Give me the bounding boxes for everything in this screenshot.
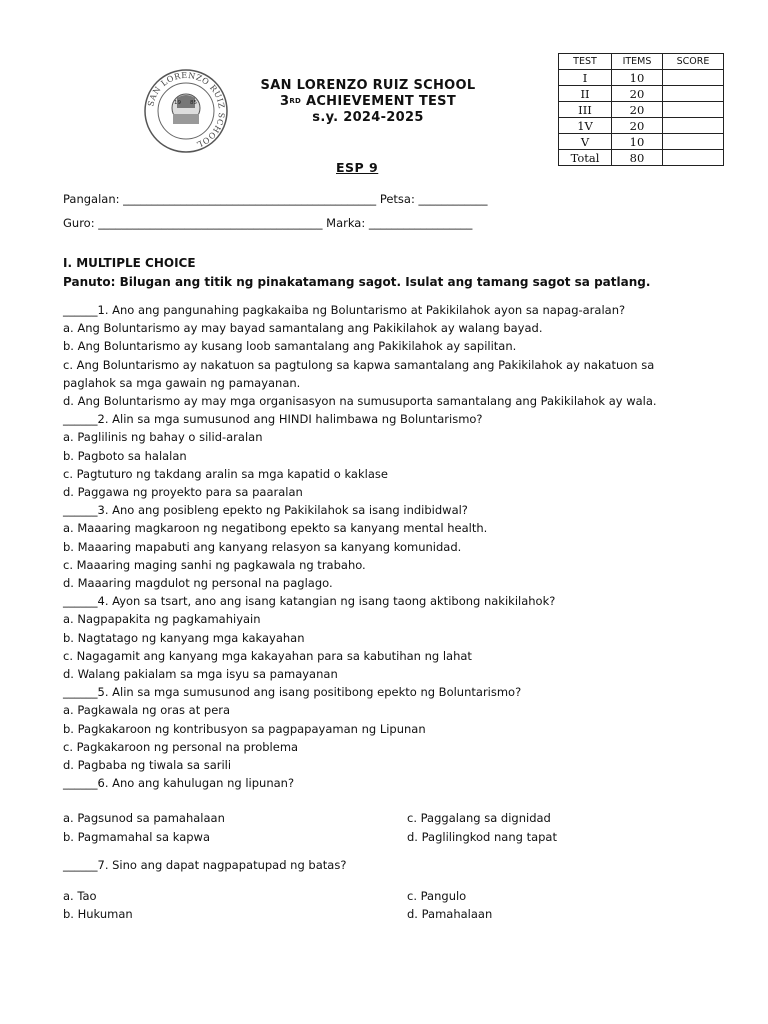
q6-option-d: d. Paglilingkod nang tapat — [407, 830, 557, 844]
option-line: a. Paglilinis ng bahay o silid-aralan — [63, 430, 263, 445]
option-line: d. Paggawa ng proyekto para sa paaralan — [63, 485, 303, 500]
items-cell: 10 — [612, 70, 663, 86]
test-name: ACHIEVEMENT TEST — [305, 94, 456, 109]
items-cell: 20 — [612, 86, 663, 102]
option-line: b. Ang Boluntarismo ay kusang loob samantalang ang Pakikilahok ay sapilitan. — [63, 339, 517, 354]
header-score: SCORE — [663, 54, 724, 70]
question-line: ______2. Alin sa mga sumusunod ang HINDI halimbawa ng Boluntarismo? — [63, 412, 483, 427]
score-cell[interactable] — [663, 102, 724, 118]
option-line: a. Maaaring magkaroon ng negatibong epekto sa kanyang mental health. — [63, 521, 488, 536]
school-name: SAN LORENZO RUIZ SCHOOL — [260, 78, 476, 93]
option-line: c. Nagagamit ang kanyang mga kakayahan para sa kabutihan ng lahat — [63, 648, 472, 663]
option-line: a. Pagkawala ng oras at pera — [63, 703, 231, 718]
test-cell: III — [559, 102, 612, 118]
test-number: 3 — [279, 94, 290, 109]
score-cell[interactable] — [663, 150, 724, 166]
question-line: ______6. Ano ang kahulugan ng lipunan? — [63, 776, 295, 791]
score-cell[interactable] — [663, 134, 724, 150]
q6-option-a: a. Pagsunod sa pamahalaan — [63, 811, 225, 825]
q7-option-c: c. Pangulo — [407, 889, 467, 903]
table-row — [559, 150, 724, 166]
q7-question: ______7. Sino ang dapat nagpapatupad ng batas? — [63, 858, 347, 872]
score-cell[interactable] — [663, 70, 724, 86]
question-line: ______5. Alin sa mga sumusunod ang isang positibong epekto ng Boluntarismo? — [63, 685, 522, 700]
option-line: c. Pagtuturo ng takdang aralin sa mga kapatid o kaklase — [63, 466, 388, 481]
teacher-grade-field[interactable]: Guro: _______________________________________ Marka: __________________ — [63, 216, 473, 230]
score-cell[interactable] — [663, 118, 724, 134]
items-cell: 20 — [612, 102, 663, 118]
test-cell: 1V — [559, 118, 612, 134]
option-line: d. Walang pakialam sa mga isyu sa pamayanan — [63, 667, 338, 682]
q7-option-b: b. Hukuman — [63, 907, 133, 921]
table-row — [559, 118, 724, 134]
question-line: ______4. Ayon sa tsart, ano ang isang katangian ng isang taong aktibong nakikilahok? — [63, 594, 556, 609]
questions-block — [0, 301, 657, 792]
header-test: TEST — [559, 54, 612, 70]
table-row — [559, 134, 724, 150]
option-line: b. Pagkakaroon ng kontribusyon sa pagpapayaman ng Lipunan — [63, 721, 426, 736]
table-row — [559, 70, 724, 86]
option-line: c. Maaaring maging sanhi ng pagkawala ng trabaho. — [63, 557, 366, 572]
school-seal-logo — [143, 68, 229, 154]
option-line: a. Nagpapakita ng pagkamahiyain — [63, 612, 261, 627]
test-title — [228, 94, 508, 110]
items-cell: 10 — [612, 134, 663, 150]
option-line: paglahok sa mga gawain ng pamayanan. — [63, 375, 301, 390]
question-line: ______1. Ano ang pangunahing pagkakaiba ng Boluntarismo at Pakikilahok ayon sa napag-aralan? — [63, 303, 626, 317]
section-title: I. MULTIPLE CHOICE — [63, 256, 196, 270]
option-line: d. Ang Boluntarismo ay may mga organisasyon na sumusuporta samantalang ang Pakikilahok ay wala. — [63, 394, 657, 409]
test-cell: II — [559, 86, 612, 102]
school-year: s.y. 2024-2025 — [312, 110, 424, 125]
seal-ring-text: SAN LORENZO RUIZ SCHOOL — [146, 70, 227, 150]
option-line: a. Ang Boluntarismo ay may bayad samantalang ang Pakikilahok ay walang bayad. — [63, 321, 543, 336]
section-instructions: Panuto: Bilugan ang titik ng pinakatamang sagot. Isulat ang tamang sagot sa patlang. — [63, 275, 651, 289]
test-cell: I — [559, 70, 612, 86]
test-cell: Total — [559, 150, 612, 166]
test-number-suffix: RD — [289, 97, 302, 105]
option-line: d. Pagbaba ng tiwala sa sarili — [63, 758, 232, 773]
q6-option-c: c. Paggalang sa dignidad — [407, 811, 551, 825]
q7-option-d: d. Pamahalaan — [407, 907, 493, 921]
name-date-field[interactable]: Pangalan: ____________________________________________ Petsa: ____________ — [63, 192, 488, 206]
items-cell: 20 — [612, 118, 663, 134]
option-line: b. Maaaring mapabuti ang kanyang relasyon sa kanyang komunidad. — [63, 539, 462, 554]
option-line: c. Pagkakaroon ng personal na problema — [63, 739, 299, 754]
seal-year-left: 19 — [174, 100, 181, 106]
option-line: d. Maaaring magdulot ng personal na paglago. — [63, 576, 333, 591]
header-items: ITEMS — [612, 54, 663, 70]
score-table-header — [559, 54, 724, 70]
items-cell: 80 — [612, 150, 663, 166]
table-row — [559, 102, 724, 118]
table-row — [559, 86, 724, 102]
q6-option-b: b. Pagmamahal sa kapwa — [63, 830, 211, 844]
test-cell: V — [559, 134, 612, 150]
score-cell[interactable] — [663, 86, 724, 102]
option-line: b. Nagtatago ng kanyang mga kakayahan — [63, 630, 305, 645]
subject-title: ESP 9 — [336, 160, 379, 175]
seal-year-right: 85 — [190, 100, 197, 106]
option-line: c. Ang Boluntarismo ay nakatuon sa pagtulong sa kapwa samantalang ang Pakikilahok ay nakatuon sa — [63, 357, 655, 372]
question-line: ______3. Ano ang posibleng epekto ng Pakikilahok sa isang indibidwal? — [63, 503, 468, 518]
q7-option-a: a. Tao — [63, 889, 97, 903]
option-line: b. Pagboto sa halalan — [63, 448, 187, 463]
score-table — [558, 53, 724, 166]
